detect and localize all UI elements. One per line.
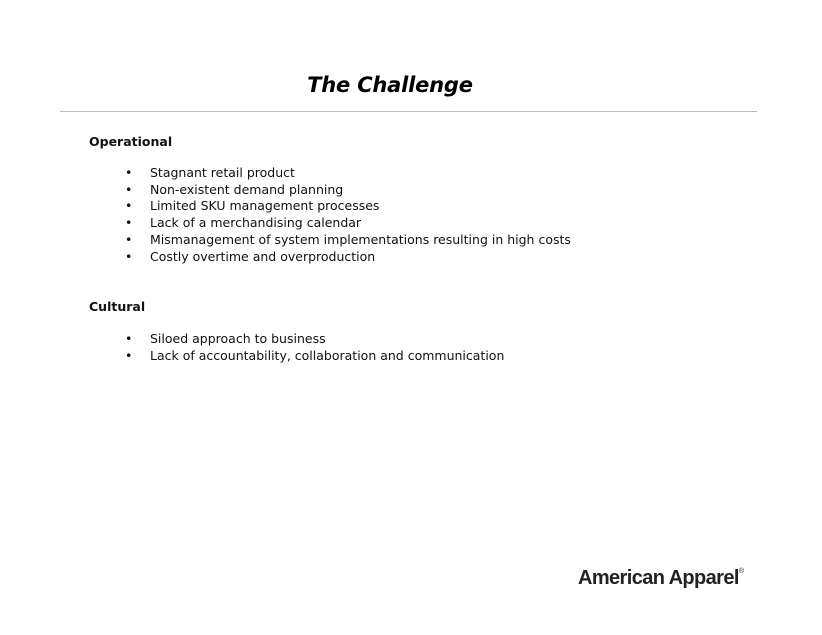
logo-wordmark: American Apparel bbox=[578, 567, 739, 589]
list-item bbox=[120, 182, 571, 199]
section-heading-operational: Operational bbox=[89, 134, 173, 149]
list-item bbox=[120, 215, 571, 232]
bullet-icon: • bbox=[125, 248, 133, 264]
list-item bbox=[120, 165, 571, 182]
list-item-text: Non-existent demand planning bbox=[150, 181, 344, 197]
bullet-icon: • bbox=[125, 331, 133, 346]
cultural-bullet-list bbox=[120, 331, 504, 364]
bullet-icon: • bbox=[125, 231, 133, 247]
bullet-icon: • bbox=[125, 181, 133, 197]
list-item-text: Limited SKU management processes bbox=[150, 198, 380, 214]
list-item bbox=[120, 232, 571, 249]
list-item-text: Mismanagement of system implementations resulting in high costs bbox=[150, 231, 571, 247]
list-item-text: Stagnant retail product bbox=[150, 165, 295, 180]
list-item-text: Lack of accountability, collaboration and communication bbox=[150, 347, 505, 363]
american-apparel-logo bbox=[578, 567, 744, 590]
list-item bbox=[120, 348, 504, 365]
list-item bbox=[120, 331, 504, 348]
operational-bullet-list bbox=[120, 165, 571, 265]
bullet-icon: • bbox=[125, 198, 133, 214]
slide-title: The Challenge bbox=[307, 73, 473, 97]
registered-mark: ® bbox=[738, 568, 745, 575]
list-item-text: Costly overtime and overproduction bbox=[150, 248, 376, 264]
list-item-text: Lack of a merchandising calendar bbox=[150, 215, 362, 231]
title-divider bbox=[60, 111, 757, 112]
bullet-icon: • bbox=[125, 347, 133, 363]
list-item-text: Siloed approach to business bbox=[150, 331, 326, 346]
section-heading-cultural: Cultural bbox=[89, 299, 146, 314]
list-item bbox=[120, 198, 571, 215]
bullet-icon: • bbox=[125, 165, 133, 180]
bullet-icon: • bbox=[125, 215, 133, 231]
list-item bbox=[120, 249, 571, 266]
